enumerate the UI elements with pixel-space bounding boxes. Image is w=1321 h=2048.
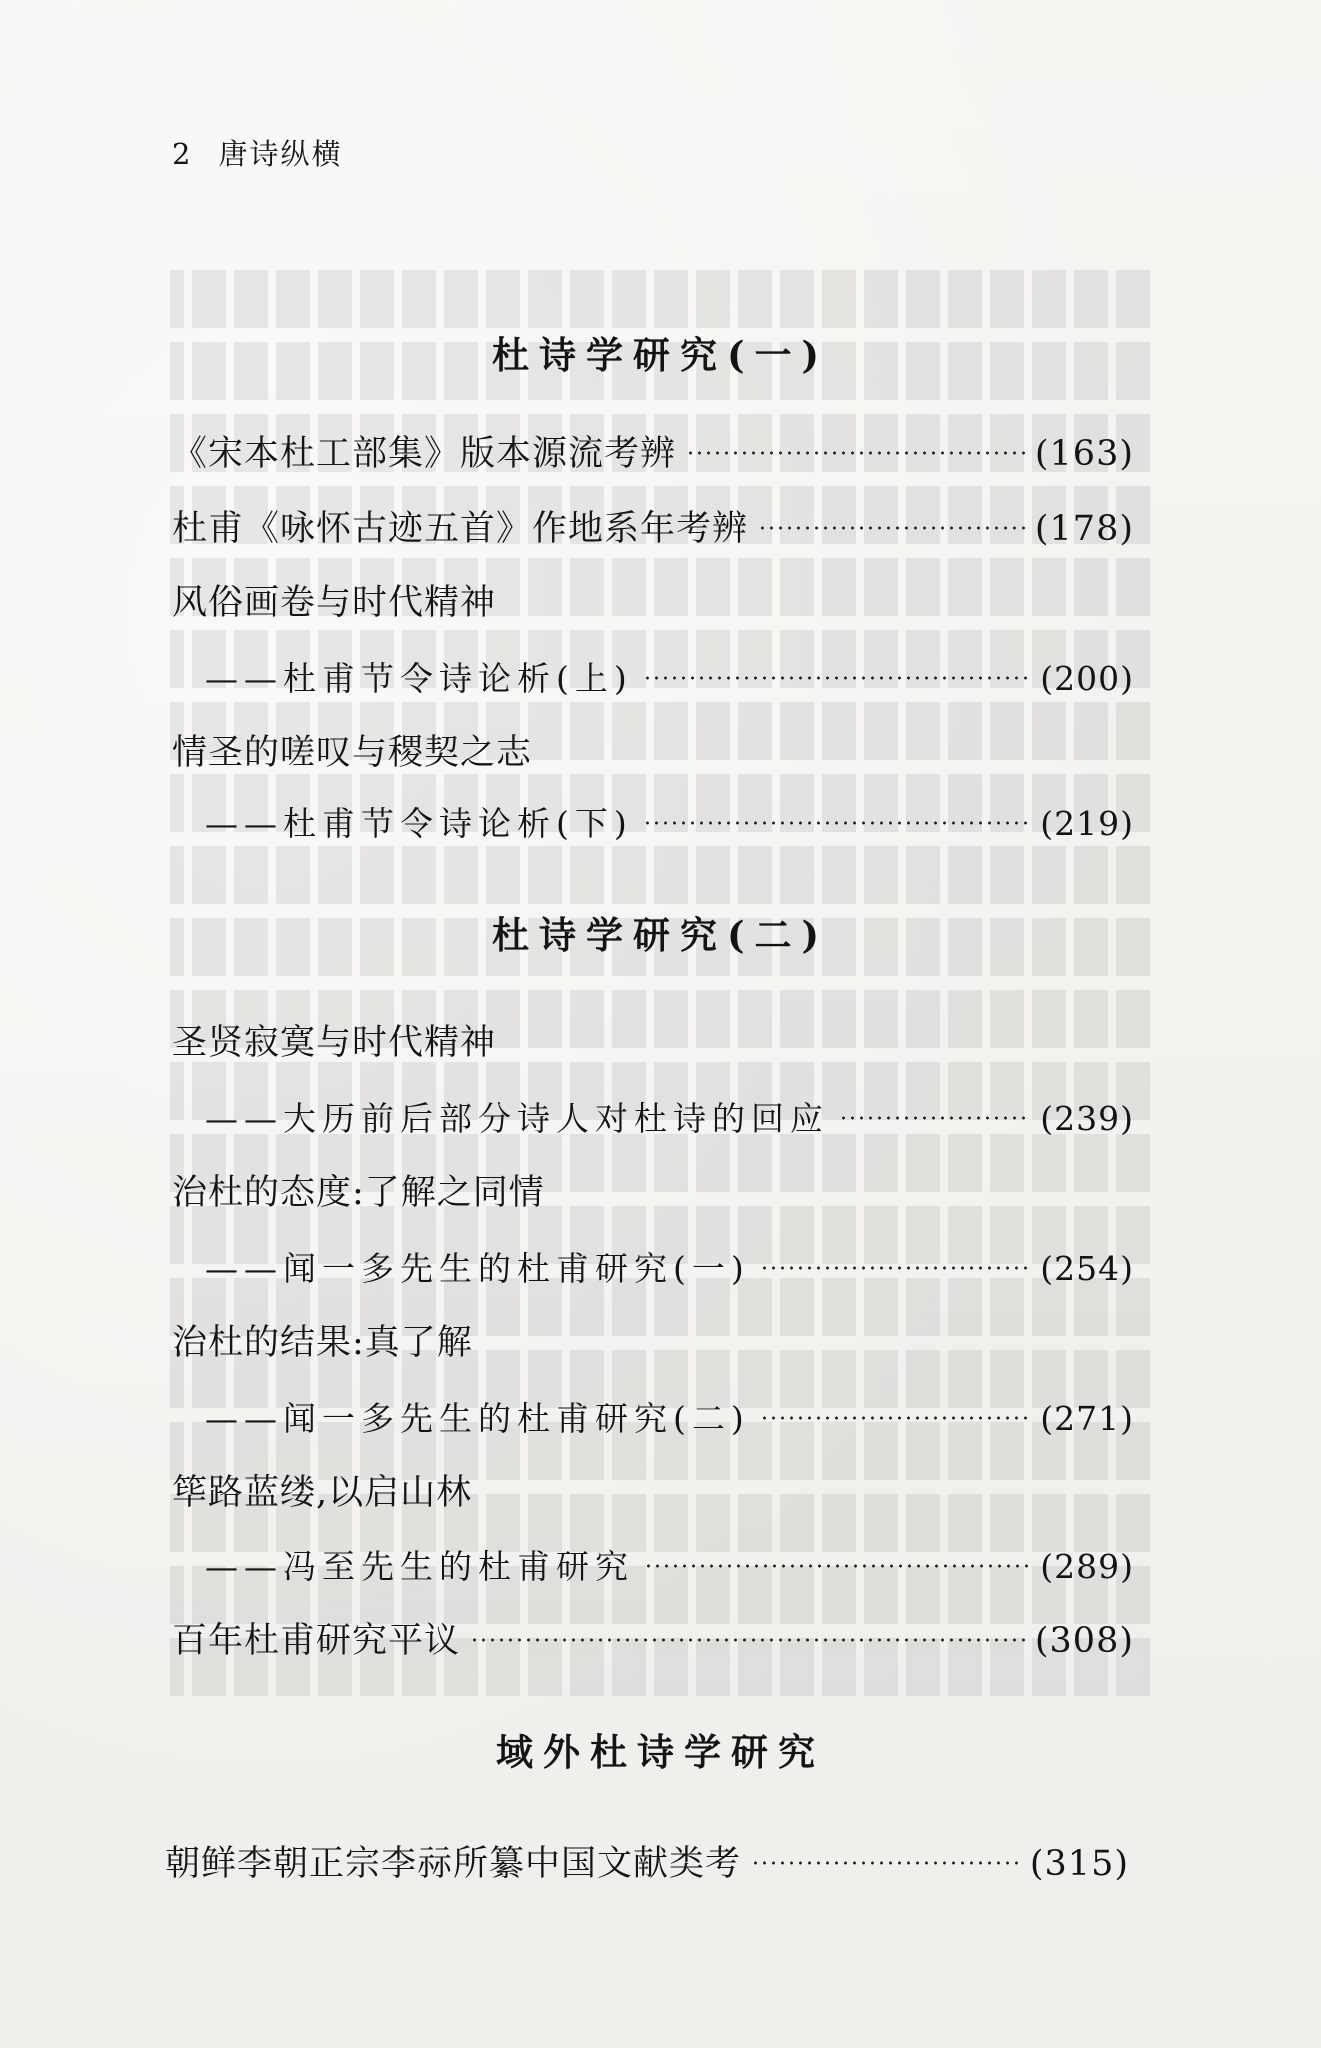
entry-page: (178) <box>1034 509 1134 549</box>
entry-title: 《宋本杜工部集》版本源流考辨 <box>172 434 677 474</box>
entry-title: 杜甫《咏怀古迹五首》作地系年考辨 <box>172 509 749 549</box>
dot-leader <box>751 1835 1020 1875</box>
entry-page: (289) <box>1040 1547 1134 1586</box>
toc-entry-subtitle[interactable] <box>205 795 1134 845</box>
dot-leader <box>643 650 1031 690</box>
entry-page: (200) <box>1040 659 1134 698</box>
dot-leader <box>839 1090 1030 1130</box>
entry-subtitle: ——闻一多先生的杜甫研究(二) <box>205 1399 750 1438</box>
entry-subtitle: ——大历前后部分诗人对杜诗的回应 <box>205 1099 829 1138</box>
entry-page: (163) <box>1034 434 1134 474</box>
dot-leader <box>760 1390 1031 1430</box>
entry-subtitle: ——闻一多先生的杜甫研究(一) <box>205 1249 750 1288</box>
toc-entry[interactable] <box>172 1465 1134 1515</box>
toc-entry[interactable] <box>165 1835 1129 1886</box>
entry-subtitle: ——冯至先生的杜甫研究 <box>205 1547 634 1586</box>
toc-entry-subtitle[interactable] <box>205 1538 1134 1588</box>
dot-leader <box>470 1612 1025 1652</box>
entry-title: 风俗画卷与时代精神 <box>172 583 497 623</box>
toc-entry[interactable] <box>172 1015 1134 1065</box>
entry-title: 圣贤寂寞与时代精神 <box>172 1023 497 1063</box>
dot-leader <box>686 425 1025 465</box>
entry-page: (254) <box>1040 1249 1134 1288</box>
toc-entry[interactable] <box>172 1315 1134 1365</box>
page-number: 2 <box>172 137 193 171</box>
entry-page: (271) <box>1040 1399 1134 1438</box>
toc-entry[interactable] <box>172 575 1134 625</box>
book-title: 唐诗纵横 <box>218 137 343 171</box>
entry-page: (239) <box>1040 1099 1134 1138</box>
section-title-2: 杜诗学研究(二) <box>491 913 829 957</box>
section-title-3: 域外杜诗学研究 <box>496 1730 825 1774</box>
entry-title: 百年杜甫研究平议 <box>172 1621 461 1661</box>
toc-entry-subtitle[interactable] <box>205 1240 1134 1290</box>
entry-title: 治杜的结果:真了解 <box>172 1323 473 1363</box>
entry-title: 朝鲜李朝正宗李祘所纂中国文献类考 <box>165 1844 742 1884</box>
running-head <box>172 132 342 173</box>
entry-title: 情圣的嗟叹与稷契之志 <box>172 733 533 773</box>
dot-leader <box>643 795 1031 835</box>
toc-entry[interactable] <box>172 425 1134 476</box>
entry-page: (315) <box>1029 1844 1129 1884</box>
toc-entry[interactable] <box>172 725 1134 775</box>
dot-leader <box>644 1538 1030 1578</box>
entry-page: (219) <box>1040 804 1134 843</box>
toc-entry-subtitle[interactable] <box>205 1390 1134 1440</box>
toc-entry[interactable] <box>172 500 1134 551</box>
dot-leader <box>758 500 1025 540</box>
section-title-1: 杜诗学研究(一) <box>491 333 829 377</box>
toc-entry-subtitle[interactable] <box>205 650 1134 700</box>
entry-page: (308) <box>1034 1621 1134 1661</box>
toc-entry-subtitle[interactable] <box>205 1090 1134 1140</box>
entry-subtitle: ——杜甫节令诗论析(下) <box>205 804 633 843</box>
dot-leader <box>760 1240 1031 1280</box>
toc-entry[interactable] <box>172 1612 1134 1663</box>
entry-title: 筚路蓝缕,以启山林 <box>172 1473 473 1513</box>
toc-entry[interactable] <box>172 1165 1134 1215</box>
entry-title: 治杜的态度:了解之同情 <box>172 1173 545 1213</box>
entry-subtitle: ——杜甫节令诗论析(上) <box>205 659 633 698</box>
